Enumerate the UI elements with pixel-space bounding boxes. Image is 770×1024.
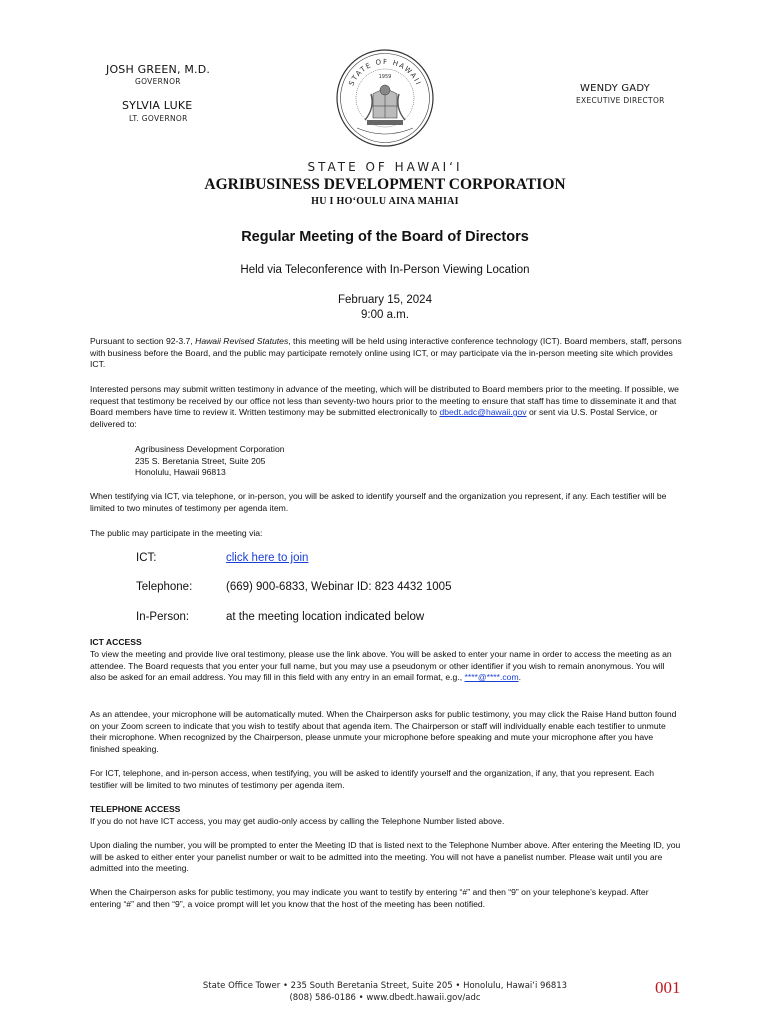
ict-join-link[interactable]: click here to join [226,552,309,564]
p5-text-b: . [518,672,521,683]
state-of-hawaii-line: STATE OF HAWAIʻI [307,160,463,174]
audio-only-paragraph: If you do not have ICT access, you may get audio-only access by calling the Telephone Number listed above. [90,816,505,826]
director-title: EXECUTIVE DIRECTOR [576,96,665,105]
address-line-3: Honolulu, Hawaii 96813 [135,467,226,478]
p1-text-a: Pursuant to section 92-3.7, [90,336,196,346]
example-email-link[interactable]: ****@****.com [464,672,519,683]
address-line-2: 235 S. Beretania Street, Suite 205 [135,455,266,466]
telephone-label: Telephone: [136,581,193,593]
state-seal-logo [335,48,435,148]
testimony-email-link[interactable]: dbedt.adc@hawaii.gov [439,407,527,418]
meeting-id-paragraph: Upon dialing the number, you will be prompted to enter the Meeting ID that is listed next to the Telephone Number above. After entering the Meeting ID, you will be asked to either enter your panelist number or wait to be admitted into the meeting. You will not have a panelist number. Please wait until you are admitted into the meeting. [90,840,681,874]
telephone-value: (669) 900-6833, Webinar ID: 823 4432 1005 [226,581,452,593]
ict-notice-paragraph [90,336,682,371]
ict-access-heading: ICT ACCESS [90,637,142,647]
lt-governor-name: SYLVIA LUKE [122,99,193,112]
lt-governor-title: LT. GOVERNOR [129,114,188,123]
ict-label: ICT: [136,552,157,564]
participate-intro: The public may participate in the meeting via: [90,528,263,538]
testimony-paragraph [90,384,682,430]
governor-title: GOVERNOR [135,77,181,86]
p5-text-a: To view the meeting and provide live oral testimony, please use the link above. You will be asked to enter your name in order to access the meeting as an attendee. The Board requests that you enter your full name, but you may use a pseudonym or other identifier if you wish to remain anonymous. You will also be asked for an email address. You may fill in this field with any entry in an email format, e.g., [90,649,672,683]
in-person-value: at the meeting location indicated below [226,611,425,623]
testifying-paragraph: When testifying via ICT, via telephone, or in-person, you will be asked to identify yourself and the organization you represent, if any. Each testifier will be limited to two minutes of testimony per agenda item. [90,491,667,513]
footer-contact: (808) 586-0186 • www.dbedt.hawaii.gov/adc [289,993,481,1003]
p2-text-b: or sent via U.S. Postal Service, or delivered to: [90,407,658,429]
page-number: 001 [655,978,681,997]
director-name: WENDY GADY [580,83,650,94]
mailing-address [135,444,285,479]
p1-text-b: , this meeting will be held using interactive conference technology (ICT). Board members, staff, persons with business before the Board, and the public may participate remotely online using ICT, or may participate via the in-person meeting site which provides ICT. [90,336,682,370]
meeting-datetime [0,293,770,323]
meeting-date: February 15, 2024 [338,294,432,306]
address-line-1: Agribusiness Development Corporation [135,444,285,454]
meeting-subtitle: Held via Teleconference with In-Person Viewing Location [240,264,530,276]
p1-italic: Hawaii Revised Statutes [195,336,289,346]
seal-text: STATE OF HAWAII [347,57,423,88]
in-person-label: In-Person: [136,611,190,623]
keypad-paragraph: When the Chairperson asks for public testimony, you may indicate you want to testify by entering “#” and then “9” on your telephone’s keypad. After entering “#” and then “9”, a voice prompt will let you know that the host of the meeting has been notified. [90,887,649,909]
meeting-title: Regular Meeting of the Board of Directors [241,229,529,245]
identify-paragraph: For ICT, telephone, and in-person access, when testifying, you will be asked to identify yourself and the organization, if any, that you represent. Each testifier will be limited to two minutes of testimony per agenda item. [90,768,655,790]
corporation-name: AGRIBUSINESS DEVELOPMENT CORPORATION [204,176,566,193]
ict-access-paragraph [90,649,682,684]
seal-year: 1959 [378,74,392,80]
telephone-access-heading: TELEPHONE ACCESS [90,804,181,814]
governor-name: JOSH GREEN, M.D. [106,63,211,76]
meeting-time: 9:00 a.m. [361,309,409,321]
p2-text-a: Interested persons may submit written testimony in advance of the meeting, which will be distributed to Board members prior to the meeting. If possible, we request that testimony be received by our office not less than seventy-two hours prior to the meeting to ensure that staff has time to disseminate it and that Board members have time to review it. Written testimony may be submitted electronically to [90,384,679,418]
footer-address: State Office Tower • 235 South Beretania Street, Suite 205 • Honolulu, Hawaiʻi 96813 [202,981,568,991]
corporation-subtitle: HU I HOʻOULU AINA MAHIAI [311,196,459,207]
microphone-paragraph: As an attendee, your microphone will be automatically muted. When the Chairperson asks for public testimony, you may click the Raise Hand button found on your Zoom screen to indicate that you wish to testify about that agenda item. The Chairperson or staff will individually enable each testifier to unmute their microphone. When recognized by the Chairperson, please unmute your microphone before speaking and mute your microphone after you have finished speaking. [90,709,677,754]
